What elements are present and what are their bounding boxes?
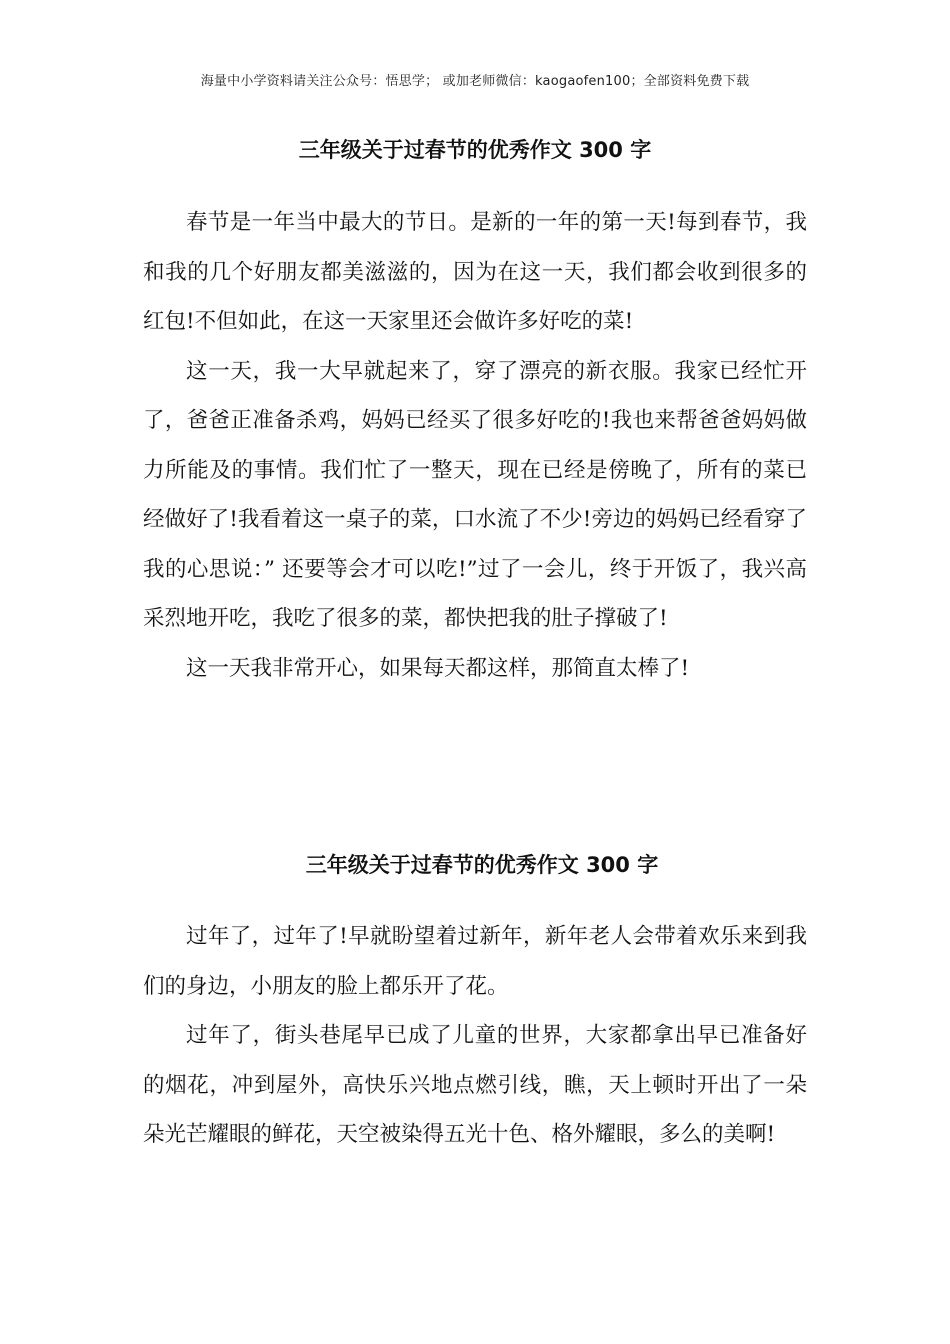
header-note: 海量中小学资料请关注公众号：悟思学； 或加老师微信：kaogaofen100；全部资料免费下载 <box>200 74 750 89</box>
article-title: 三年级关于过春节的优秀作文 300 字 <box>305 853 659 877</box>
paragraph: 春节是一年当中最大的节日。是新的一年的第一天!每到春节，我和我的几个好朋友都美滋滋的，因为在这一天，我们都会收到很多的红包!不但如此，在这一天家里还会做许多好吃的菜! <box>143 210 807 334</box>
article-1 <box>143 135 807 693</box>
article-2 <box>143 850 807 1160</box>
paragraph: 过年了，过年了!早就盼望着过新年，新年老人会带着欢乐来到我们的身边，小朋友的脸上都乐开了花。 <box>143 924 807 999</box>
paragraph: 过年了，街头巷尾早已成了儿童的世界，大家都拿出早已准备好的烟花，冲到屋外，高快乐兴地点燃引线，瞧，天上顿时开出了一朵朵光芒耀眼的鲜花，天空被染得五光十色、格外耀眼，多么的美啊! <box>143 1023 807 1147</box>
paragraph: 这一天，我一大早就起来了，穿了漂亮的新衣服。我家已经忙开了，爸爸正准备杀鸡，妈妈已经买了很多好吃的!我也来帮爸爸妈妈做力所能及的事情。我们忙了一整天，现在已经是傍晚了，所有的菜已经做好了!我看着这一桌子的菜，口水流了不少!旁边的妈妈已经看穿了我的心思说：” 还要等会才可以吃!”过了一会儿，终于开饭了，我兴高采烈地开吃，我吃了很多的菜，都快把我的肚子撑破了! <box>143 358 807 631</box>
paragraph: 这一天我非常开心，如果每天都这样，那简直太棒了! <box>186 655 690 681</box>
article-title: 三年级关于过春节的优秀作文 300 字 <box>298 138 652 162</box>
